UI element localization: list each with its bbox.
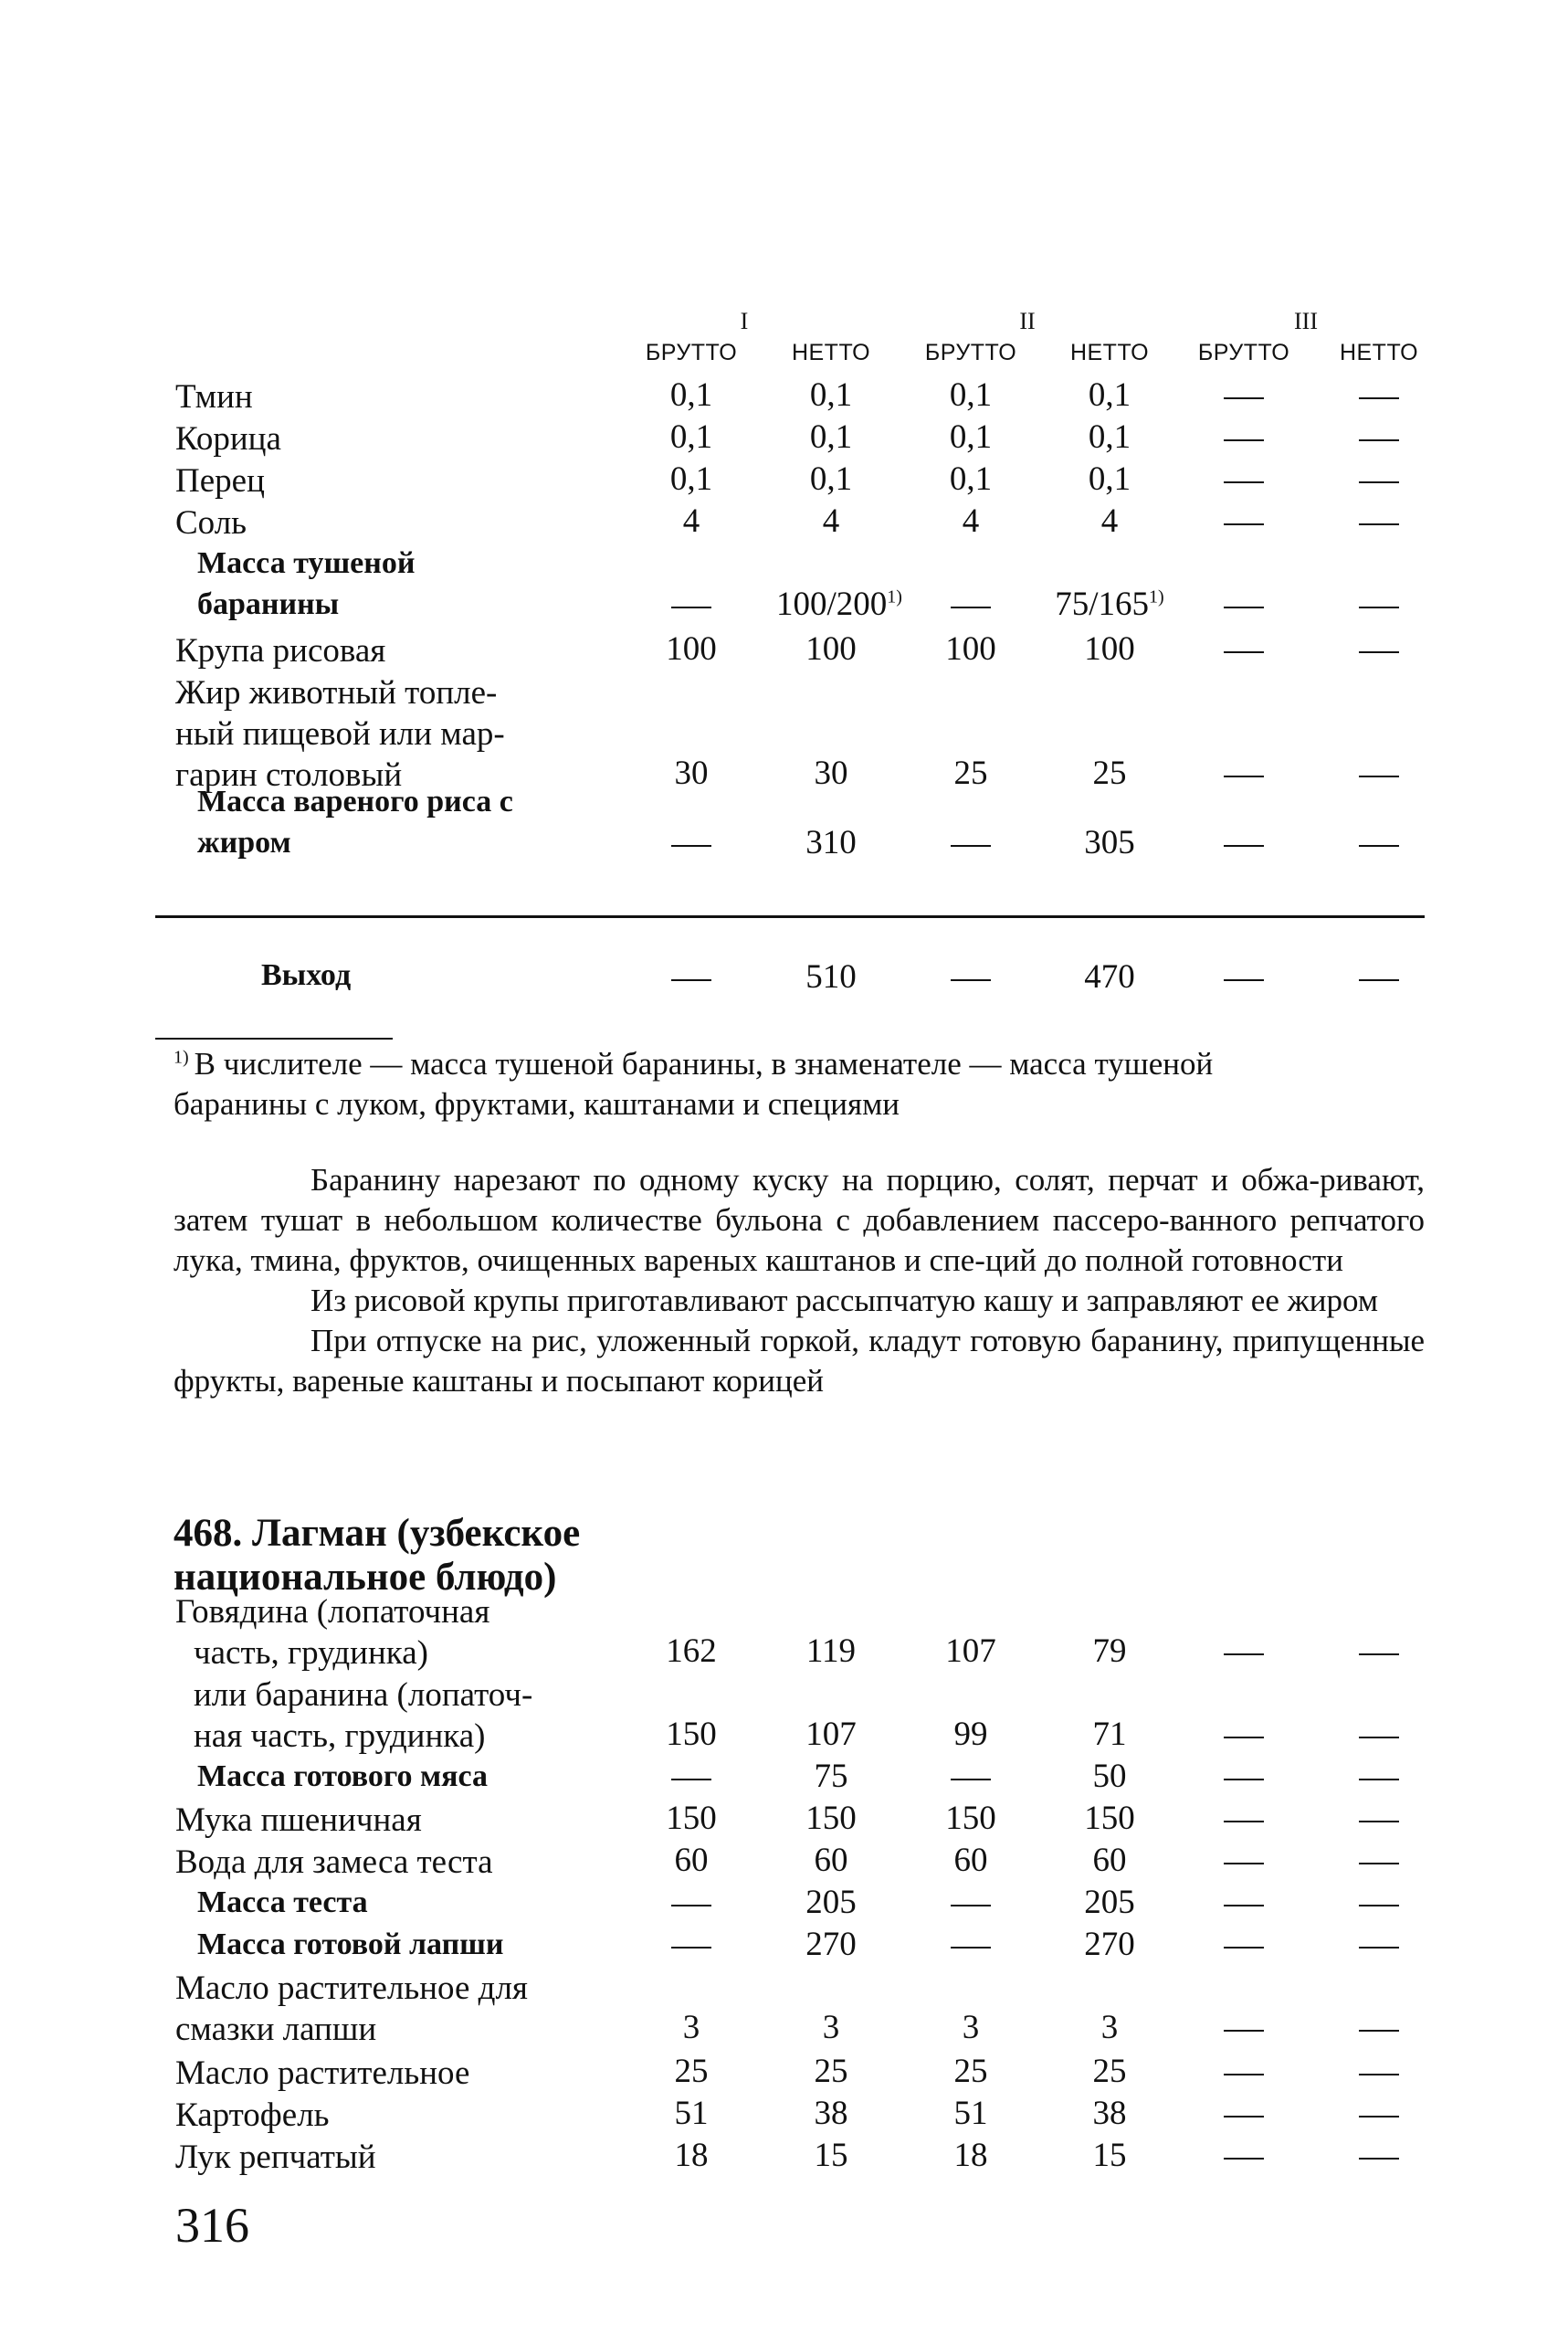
column-group-2: II [1019,308,1036,334]
value-cell [776,826,886,860]
dash-mark [1224,845,1264,847]
value-cell [776,378,886,412]
dash-mark [671,607,711,608]
value-cell [916,462,1026,496]
paragraph: Баранину нарезают по одному куску на порцию, солят, перчат и обжа-ривают, затем тушат в небольшом количестве бульона с добавлением пассеро-ванного репчатого лука, тмина, фруктов, очищенных вареных каштанов и спе-ций до полной готовности [174,1162,1425,1278]
dash-mark [1359,1863,1399,1864]
dash-cell [1189,504,1299,538]
dash-mark [1359,2074,1399,2075]
value-cell [637,756,746,790]
row-label: Говядина (лопаточная [175,1593,490,1631]
dash-cell [916,1927,1026,1961]
row-label: Лук репчатый [175,2139,376,2176]
value-cell [776,1759,886,1793]
dash-mark [1224,1779,1264,1780]
value-cell [776,1801,886,1835]
row-label: ная часть, грудинка) [194,1717,486,1755]
dash-mark [671,845,711,847]
value-text: 38 [814,2095,848,2132]
column-group-1: I [740,308,749,334]
value-text: 0,1 [809,460,853,498]
row-label: гарин столовый [175,756,403,794]
value-text: 38 [1092,2095,1127,2132]
value-text: 60 [674,1842,709,1879]
value-text: 18 [953,2137,988,2174]
dash-mark [1224,776,1264,777]
column-subheader: НЕТТО [1069,340,1150,365]
value-text: 0,1 [1088,460,1131,498]
dash-mark [1224,523,1264,525]
value-cell [916,2054,1026,2088]
dash-cell [637,960,746,994]
value-text: 4 [962,502,980,540]
row-label: Крупа рисовая [175,632,386,670]
value-text: 270 [805,1926,857,1963]
dash-mark [1359,1947,1399,1949]
value-cell [916,420,1026,454]
dash-cell [1324,756,1434,790]
row-label: Масло растительное [175,2054,470,2092]
value-text: 25 [674,2053,709,2090]
value-text: 25 [1092,755,1127,792]
value-text: 270 [1084,1926,1135,1963]
dash-cell [1324,504,1434,538]
dash-cell [1324,1717,1434,1751]
dash-mark [671,1947,711,1949]
dash-cell [1189,960,1299,994]
value-cell [1055,632,1164,666]
dash-cell [1189,826,1299,860]
value-text: 3 [822,2009,840,2046]
dash-cell [1189,2139,1299,2172]
value-text: 71 [1092,1716,1127,1753]
dash-mark [1224,1947,1264,1949]
value-text: 150 [945,1800,996,1837]
value-text: 3 [1100,2009,1119,2046]
value-text: 60 [814,1842,848,1879]
dash-cell [1324,2011,1434,2044]
value-cell [776,420,886,454]
row-label: часть, грудинка) [194,1634,428,1672]
row-label: Картофель [175,2096,330,2134]
dash-cell [1324,587,1434,621]
value-text: 107 [805,1716,857,1753]
column-subheader: БРУТТО [1197,340,1290,365]
dash-cell [1189,1885,1299,1919]
dash-mark [1359,2030,1399,2032]
dash-cell [637,826,746,860]
dash-mark [1224,607,1264,608]
dash-cell [1324,826,1434,860]
dash-cell [1189,1717,1299,1751]
value-text: 150 [805,1800,857,1837]
value-cell [1055,1843,1164,1877]
dash-mark [1224,2158,1264,2160]
value-text: 100 [805,630,857,668]
dash-mark [951,1905,991,1906]
value-text: 25 [814,2053,848,2090]
paragraph: Из рисовой крупы приготавливают рассыпчатую кашу и заправляют ее жиром [310,1283,1378,1318]
footnote-ref: 1) [887,586,902,607]
dash-mark [671,1779,711,1780]
value-text: 470 [1084,958,1135,996]
dash-mark [1359,397,1399,399]
footnote-line: баранины с луком, фруктами, каштанами и специями [174,1086,900,1122]
column-subheader: БРУТТО [924,340,1017,365]
value-cell [916,2011,1026,2044]
value-cell [916,1843,1026,1877]
value-cell [776,2139,886,2172]
value-cell [1055,1634,1164,1668]
value-cell [637,1634,746,1668]
dash-mark [1359,607,1399,608]
value-text: 0,1 [809,418,853,456]
row-label: Масса готового мяса [197,1759,489,1793]
value-text: 205 [1084,1884,1135,1921]
value-text: 18 [674,2137,709,2174]
dash-mark [1359,523,1399,525]
value-text: 51 [953,2095,988,2132]
dash-mark [671,979,711,981]
row-label: Вода для замеса теста [175,1843,493,1881]
row-label: Перец [175,462,265,500]
dash-cell [1189,1801,1299,1835]
value-text: 4 [682,502,700,540]
dash-cell [916,826,1026,860]
value-text: 0,1 [669,376,713,414]
value-text: 305 [1084,824,1135,861]
value-cell [776,504,886,538]
row-label: Масса теста [197,1885,368,1919]
dash-cell [637,1885,746,1919]
dash-mark [1224,2116,1264,2117]
dash-mark [1359,1737,1399,1738]
dash-cell [1189,1634,1299,1668]
value-text: 162 [666,1632,717,1670]
value-text: 100 [666,630,717,668]
value-text: 3 [682,2009,700,2046]
value-text: 25 [953,755,988,792]
dash-mark [951,845,991,847]
value-cell [1055,1717,1164,1751]
value-text: 0,1 [949,460,993,498]
recipe-title: национальное блюдо) [174,1556,557,1599]
value-text: 30 [674,755,709,792]
dash-mark [951,1947,991,1949]
dash-mark [1224,1863,1264,1864]
value-text: 119 [805,1632,857,1670]
dash-mark [1359,845,1399,847]
dash-mark [1224,1653,1264,1655]
value-text: 60 [953,1842,988,1879]
footnote-rule [155,1038,393,1040]
value-text: 205 [805,1884,857,1921]
dash-cell [1324,420,1434,454]
dash-cell [637,1759,746,1793]
value-text: 79 [1092,1632,1127,1670]
dash-mark [1359,1821,1399,1822]
dash-mark [1224,397,1264,399]
value-text: 75/165 [1055,586,1150,623]
dash-mark [1224,651,1264,653]
row-label: жиром [197,826,291,860]
paragraph: При отпуске на рис, уложенный горкой, кладут готовую баранину, припущенные фрукты, вареные каштаны и посыпают корицей [174,1323,1425,1399]
footnote [174,1044,1425,1125]
dash-cell [1189,2096,1299,2130]
dash-cell [1189,1927,1299,1961]
column-group-3: III [1294,308,1318,334]
value-text: 510 [805,958,857,996]
row-label: Тмин [175,378,253,416]
value-cell [776,960,886,994]
dash-mark [1224,2074,1264,2075]
value-cell [1055,504,1164,538]
dash-mark [1359,1905,1399,1906]
value-cell [1055,826,1164,860]
value-cell [1055,960,1164,994]
value-cell [916,1801,1026,1835]
dash-mark [1224,439,1264,441]
row-label: смазки лапши [175,2011,377,2048]
row-label: Жир животный топле- [175,674,498,712]
row-label: ный пищевой или мар- [175,715,505,753]
value-text: 0,1 [949,418,993,456]
dash-cell [916,587,1026,621]
dash-mark [1224,481,1264,483]
value-cell [637,1801,746,1835]
footnote-marker: 1) [174,1047,189,1068]
row-label: или баранина (лопаточ- [194,1676,533,1714]
value-text: 0,1 [1088,418,1131,456]
dash-mark [1359,2116,1399,2117]
value-cell [1055,462,1164,496]
value-cell [1055,2096,1164,2130]
dash-cell [1324,378,1434,412]
dash-cell [1189,632,1299,666]
dash-mark [1224,2030,1264,2032]
dash-cell [1189,462,1299,496]
value-cell [637,1843,746,1877]
dash-cell [1324,960,1434,994]
value-cell [637,2054,746,2088]
value-cell [916,1634,1026,1668]
value-cell [637,632,746,666]
value-text: 100 [1084,630,1135,668]
value-cell [1055,2139,1164,2172]
dash-cell [1189,587,1299,621]
dash-cell [1189,2054,1299,2088]
value-text: 51 [674,2095,709,2132]
dash-mark [1224,979,1264,981]
value-text: 100 [945,630,996,668]
value-text: 150 [666,1716,717,1753]
footnote-line: В числителе — масса тушеной баранины, в знаменателе — масса тушеной [194,1046,1214,1082]
row-label: Масло растительное для [175,1970,528,2007]
value-cell [916,2096,1026,2130]
value-text: 0,1 [669,460,713,498]
value-cell [1055,420,1164,454]
dash-cell [916,1885,1026,1919]
value-text: 15 [814,2137,848,2174]
dash-cell [1324,462,1434,496]
value-text: 0,1 [1088,376,1131,414]
value-cell [776,2096,886,2130]
dash-cell [916,1759,1026,1793]
dash-mark [951,979,991,981]
dash-cell [1324,2096,1434,2130]
value-text: 0,1 [669,418,713,456]
value-cell [1055,378,1164,412]
dash-mark [951,607,991,608]
value-cell [776,1717,886,1751]
value-cell [776,756,886,790]
dash-mark [1359,776,1399,777]
value-text: 75 [814,1758,848,1795]
value-text: 100/200 [776,586,888,623]
value-text: 0,1 [809,376,853,414]
dash-mark [1359,979,1399,981]
dash-mark [1359,651,1399,653]
dash-mark [951,1779,991,1780]
yield-label: Выход [261,958,352,992]
row-label: Масса готовой лапши [197,1927,504,1961]
value-text: 30 [814,755,848,792]
dash-mark [1224,1737,1264,1738]
value-cell [1055,2054,1164,2088]
value-cell [1055,1801,1164,1835]
row-label: Мука пшеничная [175,1801,422,1839]
row-label: Соль [175,504,247,542]
value-cell [916,504,1026,538]
row-label: Масса вареного риса с [197,785,513,818]
row-label: Корица [175,420,281,458]
dash-mark [1359,2158,1399,2160]
dash-cell [1189,420,1299,454]
dash-cell [1324,1843,1434,1877]
value-text: 0,1 [949,376,993,414]
value-text: 25 [953,2053,988,2090]
recipe-title: 468. Лагман (узбекское [174,1512,581,1555]
row-label: баранины [197,587,340,621]
dash-cell [1324,2054,1434,2088]
column-subheader: БРУТТО [645,340,738,365]
dash-mark [1359,1779,1399,1780]
value-cell [1055,1927,1164,1961]
dash-cell [1324,2139,1434,2172]
value-cell [916,378,1026,412]
dash-cell [1189,378,1299,412]
method-text [174,1160,1425,1401]
value-text: 50 [1092,1758,1127,1795]
dash-cell [1189,1843,1299,1877]
value-cell [776,462,886,496]
dash-mark [1224,1821,1264,1822]
value-cell [916,632,1026,666]
value-text: 150 [666,1800,717,1837]
value-cell [1055,756,1164,790]
value-text: 310 [805,824,857,861]
value-text: 60 [1092,1842,1127,1879]
value-cell [776,1885,886,1919]
value-cell [637,2139,746,2172]
value-cell [776,2011,886,2044]
value-cell [637,1717,746,1751]
value-cell [637,504,746,538]
column-subheader: НЕТТО [791,340,871,365]
column-subheader: НЕТТО [1339,340,1419,365]
footnote-ref: 1) [1149,586,1164,607]
table-separator-rule [155,915,1425,918]
value-cell [776,1843,886,1877]
value-cell [916,756,1026,790]
dash-cell [1324,632,1434,666]
value-cell [1055,1885,1164,1919]
dash-cell [1324,1885,1434,1919]
value-text: 15 [1092,2137,1127,2174]
dash-cell [637,1927,746,1961]
dash-mark [1359,481,1399,483]
dash-cell [1324,1759,1434,1793]
dash-cell [1189,756,1299,790]
page-number: 316 [175,2198,249,2253]
value-cell [637,2011,746,2044]
value-cell [1055,2011,1164,2044]
value-cell [637,420,746,454]
dash-cell [637,587,746,621]
value-cell [637,462,746,496]
value-text: 4 [822,502,840,540]
dash-mark [1359,439,1399,441]
value-cell [916,2139,1026,2172]
dash-cell [1189,1759,1299,1793]
value-cell [776,632,886,666]
value-text: 99 [953,1716,988,1753]
dash-cell [1324,1927,1434,1961]
dash-cell [1324,1634,1434,1668]
value-cell [776,1927,886,1961]
value-cell [637,2096,746,2130]
value-cell [1055,587,1164,621]
dash-cell [1324,1801,1434,1835]
value-text: 3 [962,2009,980,2046]
value-text: 25 [1092,2053,1127,2090]
value-cell [1055,1759,1164,1793]
value-text: 150 [1084,1800,1135,1837]
dash-cell [1189,2011,1299,2044]
value-cell [776,2054,886,2088]
row-label: Масса тушеной [197,546,416,580]
value-cell [916,1717,1026,1751]
value-cell [776,1634,886,1668]
value-text: 4 [1100,502,1119,540]
value-cell [637,378,746,412]
dash-mark [1359,1653,1399,1655]
value-text: 107 [945,1632,996,1670]
value-cell [776,586,902,623]
dash-cell [916,960,1026,994]
dash-mark [671,1905,711,1906]
dash-mark [1224,1905,1264,1906]
